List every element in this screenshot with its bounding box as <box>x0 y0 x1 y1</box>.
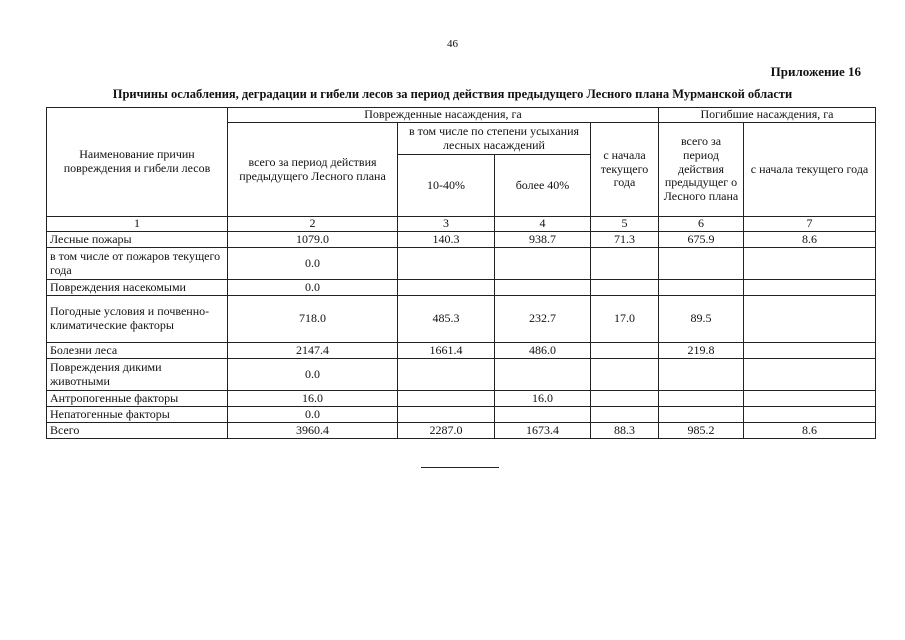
header-since-year: с начала текущего года <box>591 123 659 217</box>
cell-over-40 <box>495 248 591 280</box>
cell-10-40 <box>398 280 495 296</box>
cause-name: Повреждения насекомыми <box>47 280 228 296</box>
cell-10-40: 140.3 <box>398 232 495 248</box>
column-number-row <box>47 217 876 232</box>
col-number: 5 <box>591 217 659 232</box>
table-row <box>47 232 876 248</box>
cell-10-40 <box>398 407 495 423</box>
header-group-dead: Погибшие насаждения, га <box>659 108 876 123</box>
col-number: 7 <box>744 217 876 232</box>
cell-since-year <box>591 280 659 296</box>
header-cause-name: Наименование причин повреждения и гибели лесов <box>47 108 228 217</box>
footer-rule <box>421 467 499 468</box>
cause-name: Болезни леса <box>47 343 228 359</box>
table-row <box>47 280 876 296</box>
table-row <box>47 391 876 407</box>
header-dead-total: всего за период действия предыдущег о Лесного плана <box>659 123 744 217</box>
cause-name: Повреждения дикими животными <box>47 359 228 391</box>
cell-dead-total <box>659 248 744 280</box>
cell-over-40 <box>495 407 591 423</box>
table-row <box>47 343 876 359</box>
cell-total-period: 718.0 <box>228 296 398 343</box>
cell-dead-since-year <box>744 391 876 407</box>
cell-total-period: 0.0 <box>228 280 398 296</box>
cell-dead-total <box>659 407 744 423</box>
cell-since-year <box>591 343 659 359</box>
cell-total-period: 16.0 <box>228 391 398 407</box>
cell-dead-total <box>659 359 744 391</box>
cell-over-40: 1673.4 <box>495 423 591 439</box>
cause-name: в том числе от пожаров текущего года <box>47 248 228 280</box>
cell-dead-since-year <box>744 407 876 423</box>
cell-dead-total: 985.2 <box>659 423 744 439</box>
header-range-10-40: 10-40% <box>398 155 495 217</box>
cell-10-40 <box>398 391 495 407</box>
table-row <box>47 296 876 343</box>
page-number: 46 <box>447 38 458 50</box>
cell-10-40 <box>398 248 495 280</box>
cell-total-period: 0.0 <box>228 407 398 423</box>
cell-over-40: 232.7 <box>495 296 591 343</box>
table-row <box>47 407 876 423</box>
cell-dead-total: 219.8 <box>659 343 744 359</box>
cell-since-year <box>591 391 659 407</box>
cell-10-40: 2287.0 <box>398 423 495 439</box>
cause-name: Всего <box>47 423 228 439</box>
col-number: 3 <box>398 217 495 232</box>
header-total-period: всего за период действия предыдущего Лесного плана <box>228 123 398 217</box>
cell-since-year: 71.3 <box>591 232 659 248</box>
cell-total-period: 3960.4 <box>228 423 398 439</box>
cell-dead-since-year <box>744 343 876 359</box>
header-group-damaged: Поврежденные насаждения, га <box>228 108 659 123</box>
appendix-label: Приложение 16 <box>770 64 861 79</box>
cell-total-period: 0.0 <box>228 248 398 280</box>
col-number: 2 <box>228 217 398 232</box>
cell-since-year: 88.3 <box>591 423 659 439</box>
cell-since-year: 17.0 <box>591 296 659 343</box>
cell-dead-since-year: 8.6 <box>744 232 876 248</box>
cell-over-40: 16.0 <box>495 391 591 407</box>
col-number: 1 <box>47 217 228 232</box>
cell-over-40 <box>495 280 591 296</box>
header-by-degree: в том числе по степени усыхания лесных насаждений <box>398 123 591 155</box>
cell-10-40: 1661.4 <box>398 343 495 359</box>
forest-damage-table <box>46 107 876 439</box>
cell-dead-since-year <box>744 359 876 391</box>
cause-name: Погодные условия и почвенно-климатические факторы <box>47 296 228 343</box>
cell-dead-since-year <box>744 280 876 296</box>
header-over-40: более 40% <box>495 155 591 217</box>
cell-dead-since-year: 8.6 <box>744 423 876 439</box>
table-row-total <box>47 423 876 439</box>
page-title: Причины ослабления, деградации и гибели лесов за период действия предыдущего Лесного плана Мурманской области <box>112 87 793 101</box>
table-row <box>47 248 876 280</box>
cell-over-40 <box>495 359 591 391</box>
cell-since-year <box>591 248 659 280</box>
col-number: 6 <box>659 217 744 232</box>
cause-name: Лесные пожары <box>47 232 228 248</box>
cell-10-40 <box>398 359 495 391</box>
cell-total-period: 0.0 <box>228 359 398 391</box>
cause-name: Непатогенные факторы <box>47 407 228 423</box>
cell-dead-total <box>659 280 744 296</box>
cell-dead-total: 89.5 <box>659 296 744 343</box>
cell-over-40: 486.0 <box>495 343 591 359</box>
cell-total-period: 1079.0 <box>228 232 398 248</box>
cell-total-period: 2147.4 <box>228 343 398 359</box>
cell-dead-total: 675.9 <box>659 232 744 248</box>
cell-10-40: 485.3 <box>398 296 495 343</box>
table-row <box>47 359 876 391</box>
header-dead-since-year: с начала текущего года <box>744 123 876 217</box>
cell-dead-total <box>659 391 744 407</box>
cell-since-year <box>591 359 659 391</box>
cell-dead-since-year <box>744 296 876 343</box>
cell-over-40: 938.7 <box>495 232 591 248</box>
cell-dead-since-year <box>744 248 876 280</box>
cause-name: Антропогенные факторы <box>47 391 228 407</box>
col-number: 4 <box>495 217 591 232</box>
cell-since-year <box>591 407 659 423</box>
